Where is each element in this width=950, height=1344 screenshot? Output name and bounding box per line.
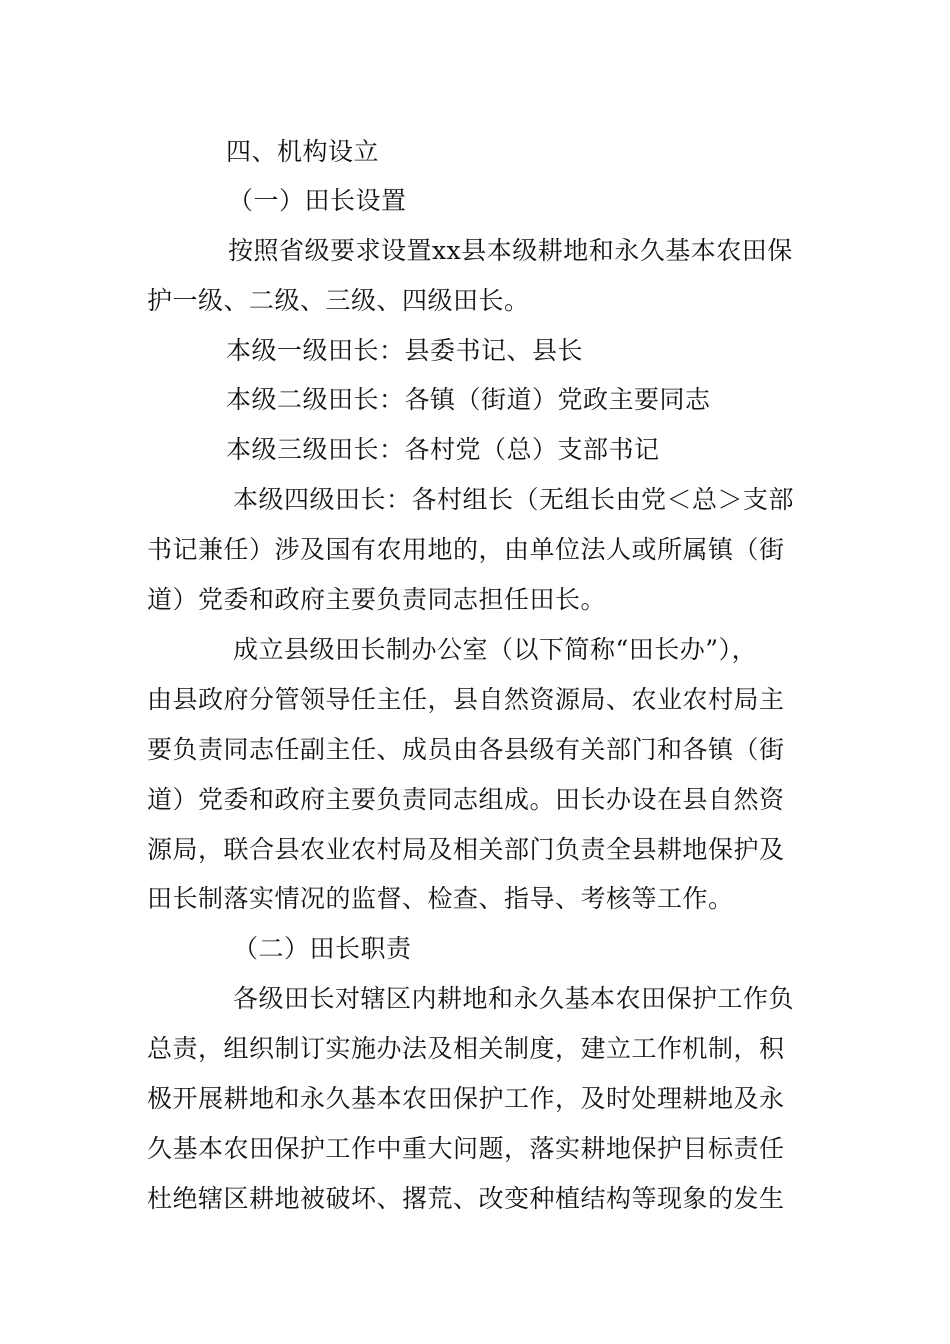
office-paragraph-line: 道）党委和政府主要负责同志组成。田长办设在县自然资	[147, 785, 785, 814]
level-2-line: 本级二级田长：各镇（街道）党政主要同志	[226, 385, 711, 414]
office-paragraph-line: 成立县级田长制办公室（以下简称“田长办”），	[233, 635, 758, 664]
subsection-heading-1: （一）田长设置	[228, 186, 407, 215]
office-paragraph-line: 要负责同志任副主任、成员由各县级有关部门和各镇（街	[147, 735, 785, 764]
office-paragraph-line: 由县政府分管领导任主任，县自然资源局、农业农村局主	[147, 685, 785, 714]
duty-paragraph-line: 极开展耕地和永久基本农田保护工作，及时处理耕地及永	[147, 1084, 785, 1113]
section-heading: 四、机构设立	[226, 137, 380, 166]
duty-paragraph-line: 久基本农田保护工作中重大问题，落实耕地保护目标责任	[147, 1134, 785, 1163]
level-3-line: 本级三级田长：各村党（总）支部书记	[226, 435, 660, 464]
paragraph-line: 按照省级要求设置xx县本级耕地和永久基本农田保	[228, 236, 793, 265]
duty-paragraph-line: 各级田长对辖区内耕地和永久基本农田保护工作负	[233, 984, 795, 1013]
office-paragraph-line: 田长制落实情况的监督、检查、指导、考核等工作。	[147, 884, 734, 913]
paragraph-line: 护一级、二级、三级、四级田长。	[147, 286, 530, 315]
duty-paragraph-line: 总责，组织制订实施办法及相关制度，建立工作机制，积	[147, 1034, 785, 1063]
level-4-line: 书记兼任）涉及国有农用地的，由单位法人或所属镇（街	[147, 535, 785, 564]
level-4-line: 本级四级田长：各村组长（无组长由党＜总＞支部	[233, 485, 795, 514]
duty-paragraph-line: 杜绝辖区耕地被破坏、撂荒、改变种植结构等现象的发生	[147, 1184, 785, 1213]
level-1-line: 本级一级田长：县委书记、县长	[226, 336, 584, 365]
subsection-heading-2: （二）田长职责	[233, 934, 412, 963]
office-paragraph-line: 源局，联合县农业农村局及相关部门负责全县耕地保护及	[147, 835, 785, 864]
level-4-line: 道）党委和政府主要负责同志担任田长。	[147, 585, 607, 614]
